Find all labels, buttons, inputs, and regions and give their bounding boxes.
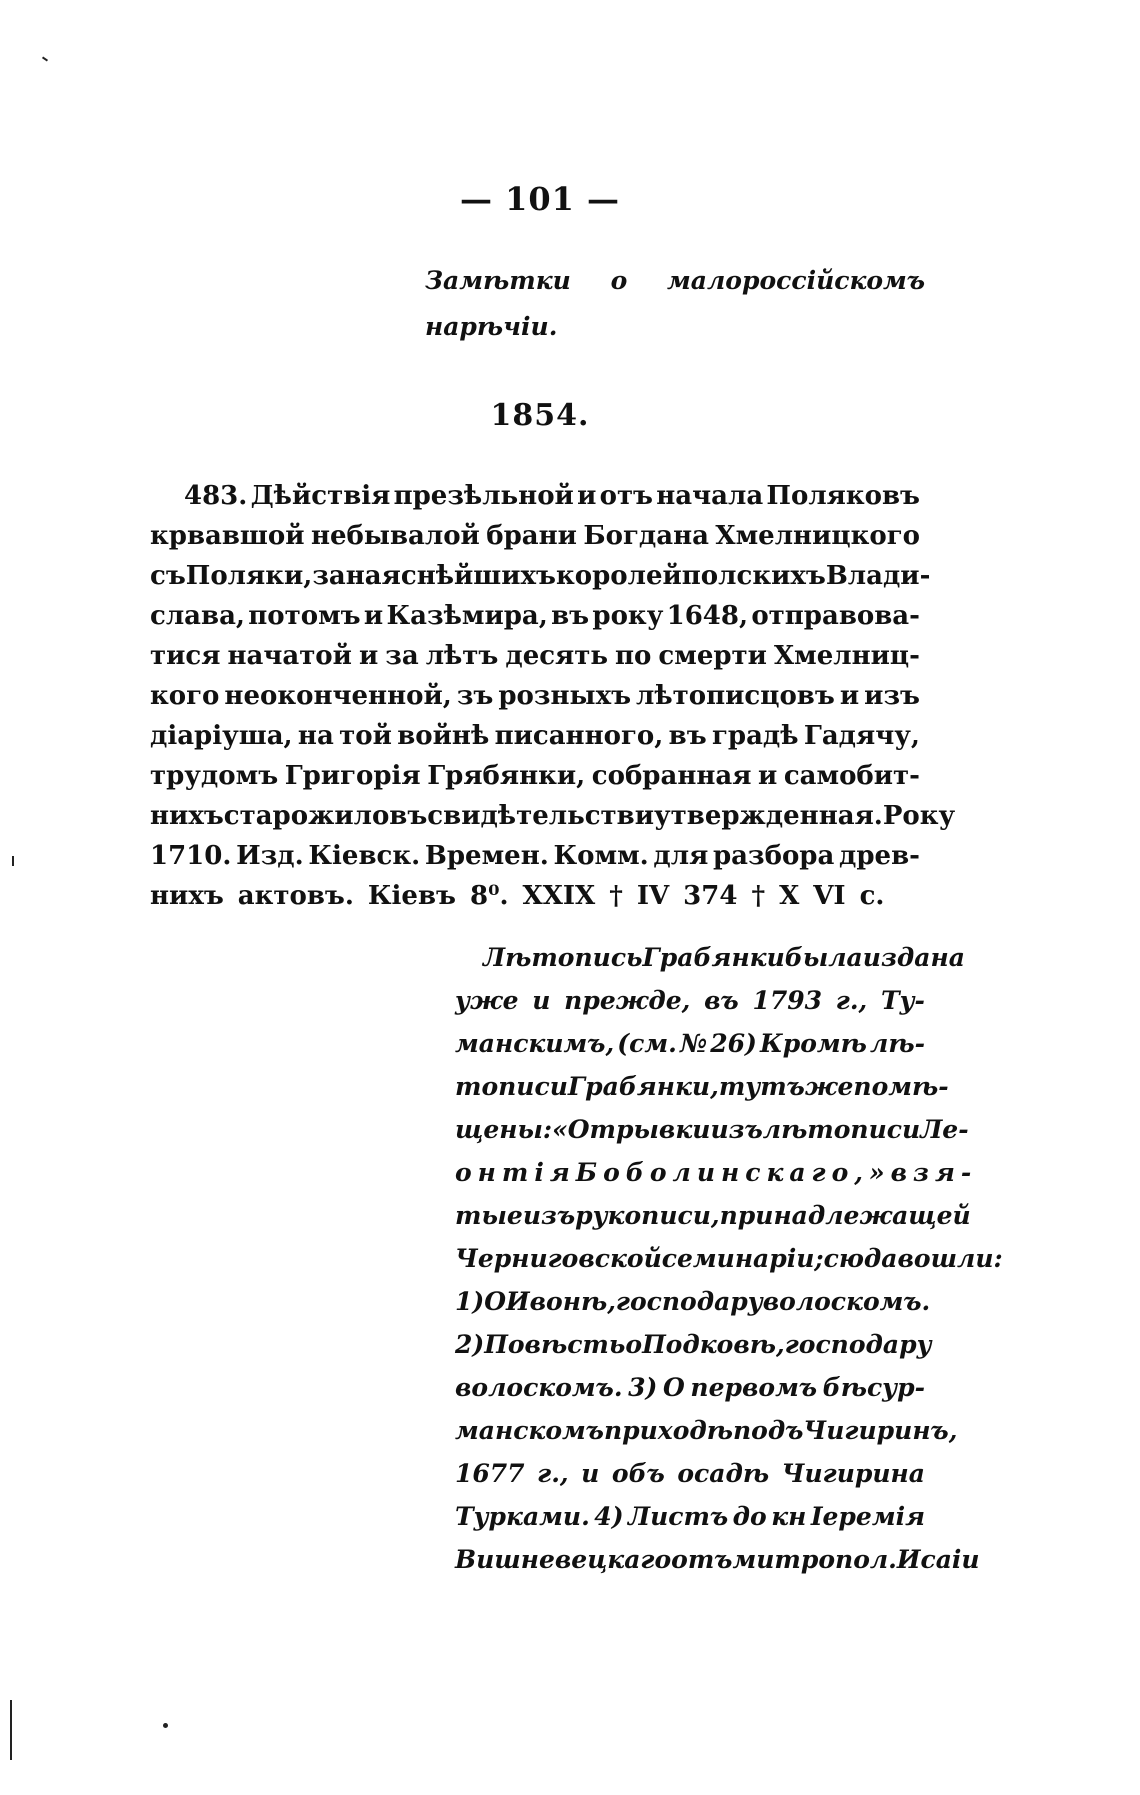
commentary-word: Чигирина <box>781 1459 925 1488</box>
entry-line <box>150 796 956 836</box>
entry-word: градѣ <box>711 721 799 751</box>
scan-mark-bottom-left-dot <box>163 1723 168 1728</box>
commentary-word: О <box>663 1373 685 1402</box>
entry-word: трудомъ <box>150 761 279 791</box>
entry-word: наяснѣйшихъ <box>345 561 556 591</box>
commentary-word: рукописи, <box>575 1201 720 1230</box>
entry-word: Комм. <box>553 841 649 871</box>
commentary-word: Боболинскаго,» <box>575 1158 891 1187</box>
commentary-word: до <box>732 1502 767 1531</box>
commentary-word: сюда <box>823 1244 898 1273</box>
commentary-line <box>455 1022 925 1065</box>
commentary-word: (см. <box>617 1029 677 1058</box>
commentary-word: 3) <box>628 1373 658 1402</box>
commentary-word: господару <box>784 1330 932 1359</box>
entry-word: Изд. <box>236 841 304 871</box>
page-number: — 101 — <box>459 180 621 218</box>
entry-word: и <box>358 641 379 671</box>
commentary-word: Грабянки <box>642 943 785 972</box>
entry-word: десять <box>505 641 609 671</box>
commentary-word: тые <box>455 1201 523 1230</box>
entry-word: лѣтъ <box>425 641 499 671</box>
commentary-word: Ивонѣ, <box>506 1287 616 1316</box>
commentary-word: помѣ- <box>853 1072 949 1101</box>
entry-word: Року <box>882 801 956 831</box>
entry-word: Кіевъ <box>367 881 456 911</box>
commentary-word: была <box>784 943 863 972</box>
commentary-word: 26) <box>710 1029 757 1058</box>
commentary-word: взя- <box>890 1158 978 1187</box>
entry-word: отправова- <box>751 601 920 631</box>
entry-word: для <box>653 841 709 871</box>
entry-word: Влади- <box>825 561 931 591</box>
commentary-word: изъ <box>522 1201 576 1230</box>
entry-word: с. <box>859 881 885 911</box>
entry-word: Хмелницкого <box>715 521 920 551</box>
entry-word: на <box>297 721 334 751</box>
commentary-line <box>455 1237 1003 1280</box>
commentary-word: изъ <box>710 1115 763 1144</box>
entry-word: въ <box>551 601 590 631</box>
entry-word: неоконченной, <box>224 681 452 711</box>
commentary-word: уже <box>455 986 519 1015</box>
commentary-word: Ле- <box>920 1115 969 1144</box>
entry-word: презѣльной <box>393 481 574 511</box>
commentary-word: 1) <box>455 1287 485 1316</box>
entry-word: Поляки, <box>185 561 313 591</box>
commentary-word: Исаіи <box>896 1545 980 1574</box>
scan-mark-left-edge <box>12 856 14 866</box>
commentary-line <box>455 1194 971 1237</box>
entry-line <box>150 636 920 676</box>
commentary-word: О <box>484 1287 507 1316</box>
entry-word: утвержденная. <box>654 801 883 831</box>
entry-word: королей <box>555 561 682 591</box>
commentary-word: онтія <box>455 1158 576 1187</box>
commentary-line <box>455 1065 949 1108</box>
entry-word: зъ <box>456 681 494 711</box>
entry-word: начала <box>656 481 764 511</box>
commentary-word: г., <box>537 1459 569 1488</box>
commentary-word: 4) <box>594 1502 624 1531</box>
commentary-word: г., <box>835 986 868 1015</box>
commentary-word: принадлежащей <box>719 1201 971 1230</box>
commentary-word: волоскомъ. <box>762 1287 931 1316</box>
section-note: Замѣтки о малороссійскомъ нарѣчіи. <box>425 266 925 341</box>
commentary-word: отъ <box>671 1545 733 1574</box>
entry-word: актовъ. <box>237 881 354 911</box>
entry-word: X <box>779 881 800 911</box>
commentary-word: волоскомъ. <box>455 1373 623 1402</box>
entry-word: року <box>592 601 664 631</box>
commentary-word: «Отрывки <box>552 1115 711 1144</box>
commentary-word: подъ <box>733 1416 804 1445</box>
entry-word: древ- <box>839 841 920 871</box>
entry-word: 483. <box>184 481 248 511</box>
commentary-word: манскимъ, <box>455 1029 615 1058</box>
commentary-word: издана <box>862 943 965 972</box>
commentary-word: осадѣ <box>677 1459 770 1488</box>
commentary-word: тописи <box>455 1072 568 1101</box>
entry-word: Времен. <box>424 841 549 871</box>
commentary-word: прежде, <box>564 986 691 1015</box>
scan-mark-top-left <box>42 56 48 61</box>
commentary-word: тутъ <box>718 1072 805 1101</box>
commentary-word: кн <box>771 1502 807 1531</box>
commentary-word: же <box>804 1072 854 1101</box>
commentary-word: лѣтописи <box>762 1115 921 1144</box>
entry-word: розныхъ <box>498 681 632 711</box>
entry-word: † <box>609 881 623 911</box>
entry-word: Григорія <box>284 761 421 791</box>
commentary-line <box>455 1108 969 1151</box>
commentary-word: объ <box>611 1459 665 1488</box>
entry-word: за <box>385 641 419 671</box>
commentary-word: Іеремія <box>810 1502 925 1531</box>
entry-word: Поляковъ <box>766 481 920 511</box>
commentary-word: Ту- <box>881 986 925 1015</box>
commentary-word: въ <box>704 986 739 1015</box>
commentary-word: Кромѣ <box>760 1029 867 1058</box>
commentary-line <box>455 1452 925 1495</box>
commentary-word: Вишневецкаго <box>455 1545 672 1574</box>
commentary-word: № <box>679 1029 708 1058</box>
entry-word: XXIX <box>522 881 596 911</box>
entry-word: старожиловъ <box>223 801 428 831</box>
entry-word: 8⁰. <box>470 881 509 911</box>
entry-word: и <box>577 481 597 511</box>
commentary-line <box>455 936 965 979</box>
commentary-line <box>455 1323 932 1366</box>
entry-word: самобит- <box>783 761 920 791</box>
entry-word: Богдана <box>583 521 709 551</box>
commentary-word: Лѣтопись <box>483 943 643 972</box>
commentary-word: и <box>532 986 551 1015</box>
entry-line <box>150 556 931 596</box>
commentary-word: Подковѣ, <box>642 1330 785 1359</box>
entry-word: въ <box>668 721 707 751</box>
commentary-word: семинаріи; <box>661 1244 824 1273</box>
entry-word: Хмелниц- <box>773 641 920 671</box>
commentary-word: 2) <box>455 1330 485 1359</box>
entry-line <box>150 476 920 516</box>
entry-word: потомъ <box>248 601 361 631</box>
entry-word: и <box>363 601 384 631</box>
entry-word: отъ <box>599 481 654 511</box>
entry-word: разбора <box>712 841 835 871</box>
entry-word: 374 <box>683 881 738 911</box>
commentary-word: Черниговской <box>455 1244 662 1273</box>
entry-word: брани <box>486 521 577 551</box>
commentary-line <box>455 1409 958 1452</box>
commentary-word: манскомъ <box>455 1416 604 1445</box>
year-heading: 1854. <box>490 398 590 433</box>
commentary-line <box>455 1280 931 1323</box>
commentary-word: Чигиринъ, <box>803 1416 958 1445</box>
entry-word: Казѣмира, <box>386 601 548 631</box>
entry-word: войнѣ <box>397 721 490 751</box>
commentary-line <box>455 1366 925 1409</box>
commentary-line <box>455 1538 980 1581</box>
entry-line <box>150 716 920 756</box>
entry-word: 1710. <box>150 841 232 871</box>
entry-word: свидѣтельстви <box>427 801 655 831</box>
commentary-word: и <box>581 1459 600 1488</box>
entry-word: изъ <box>864 681 920 711</box>
entry-line <box>150 756 920 796</box>
entry-word: и <box>757 761 778 791</box>
commentary-word: 1793 <box>752 986 823 1015</box>
entry-word: съ <box>150 561 186 591</box>
entry-word: † <box>751 881 766 911</box>
entry-word: писанного, <box>494 721 664 751</box>
commentary-line <box>455 979 925 1022</box>
entry-word: и <box>839 681 860 711</box>
commentary-word: митропол. <box>732 1545 897 1574</box>
entry-commentary <box>455 936 1003 1581</box>
entry-word: за <box>312 561 346 591</box>
entry-word: тися <box>150 641 221 671</box>
entry-word: діаріуша, <box>150 721 293 751</box>
commentary-word: бѣсур- <box>822 1373 925 1402</box>
entry-word: 1648, <box>666 601 749 631</box>
commentary-word: вошли: <box>897 1244 1003 1273</box>
entry-word: собранная <box>591 761 752 791</box>
commentary-word: о <box>625 1330 643 1359</box>
entry-line <box>150 836 920 876</box>
entry-word: смерти <box>658 641 767 671</box>
entry-word: небывалой <box>310 521 480 551</box>
entry-word: Дѣйствія <box>250 481 391 511</box>
commentary-word: приходѣ <box>603 1416 733 1445</box>
entry-line <box>150 676 920 716</box>
entry-word: VI <box>813 881 846 911</box>
entry-word: по <box>615 641 652 671</box>
entry-word: полскихъ <box>681 561 826 591</box>
commentary-line <box>455 1151 978 1194</box>
entry-line <box>150 596 920 636</box>
commentary-word: Грабянки, <box>567 1072 719 1101</box>
entry-word: IV <box>636 881 670 911</box>
commentary-word: Турками. <box>455 1502 590 1531</box>
commentary-word: Повѣсть <box>484 1330 626 1359</box>
entry-word: Кіевск. <box>308 841 421 871</box>
entry-word: лѣтописцовъ <box>636 681 835 711</box>
commentary-word: щены: <box>455 1115 553 1144</box>
scan-mark-bottom-left-line <box>10 1700 12 1760</box>
entry-word: нихъ <box>150 801 224 831</box>
entry-word: Гадячу, <box>803 721 920 751</box>
bibliography-entry-483 <box>150 476 956 916</box>
entry-line <box>150 516 920 556</box>
entry-word: слава, <box>150 601 245 631</box>
commentary-line <box>455 1495 925 1538</box>
entry-word: кого <box>150 681 220 711</box>
commentary-word: первомъ <box>690 1373 818 1402</box>
entry-word: крвавшой <box>150 521 305 551</box>
entry-word: той <box>339 721 392 751</box>
entry-word: начатой <box>227 641 352 671</box>
commentary-word: 1677 <box>455 1459 525 1488</box>
entry-word: нихъ <box>150 881 224 911</box>
commentary-word: Листъ <box>628 1502 729 1531</box>
commentary-word: господару <box>615 1287 763 1316</box>
commentary-word: лѣ- <box>870 1029 925 1058</box>
entry-line <box>150 876 920 916</box>
entry-word: Грябянки, <box>427 761 586 791</box>
